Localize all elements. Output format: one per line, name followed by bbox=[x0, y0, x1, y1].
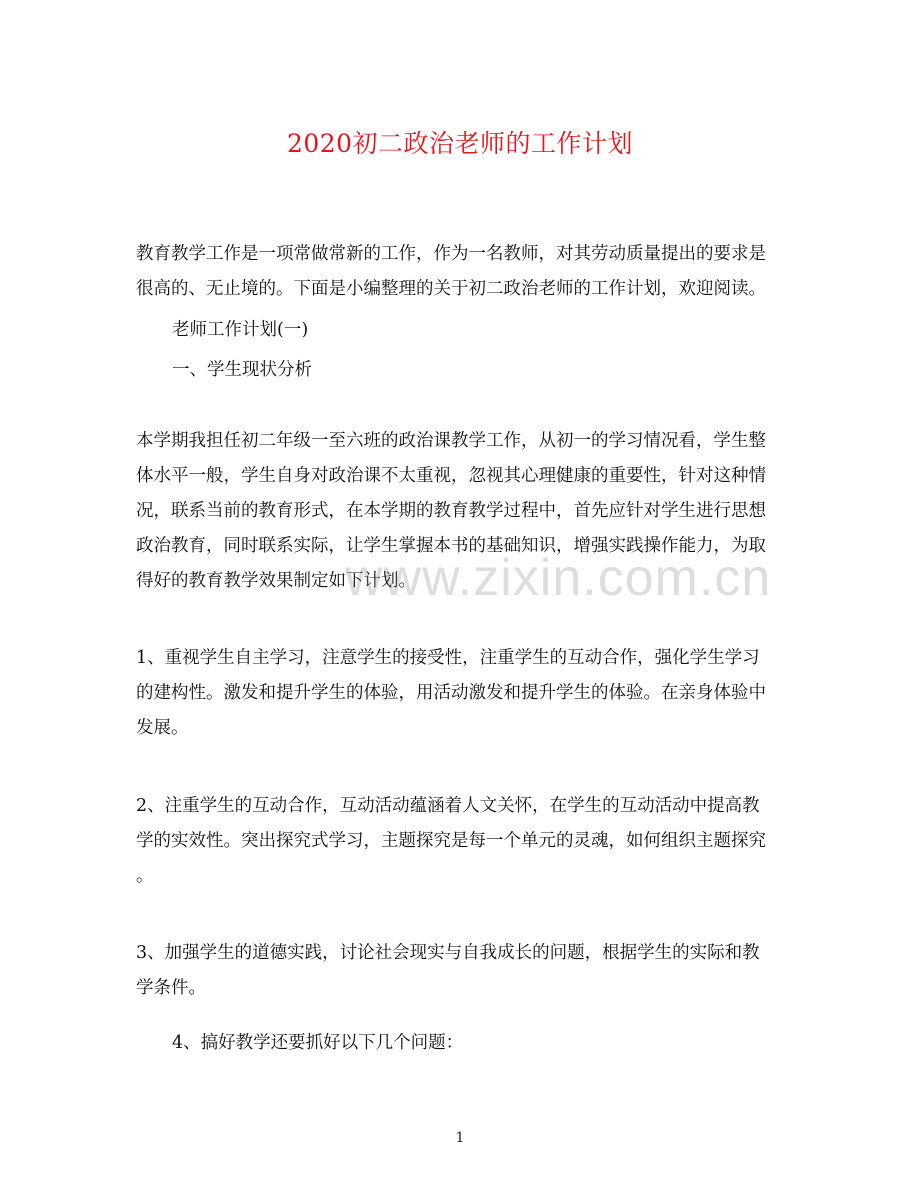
analysis-line: 得好的教育教学效果制定如下计划。 bbox=[136, 571, 416, 591]
list-item-line: 学的实效性。突出探究式学习，主题探究是每一个单元的灵魂，如何组织主题探究 bbox=[136, 831, 766, 851]
list-item-line: 1、重视学生自主学习，注意学生的接受性，注重学生的互动合作，强化学生学习 bbox=[136, 648, 760, 668]
list-item-line: 发展。 bbox=[136, 718, 189, 738]
analysis-paragraph bbox=[136, 424, 788, 599]
document-title: 2020初二政治老师的工作计划 bbox=[286, 129, 634, 158]
analysis-line: 况，联系当前的教育形式，在本学期的教育教学过程中，首先应针对学生进行思想 bbox=[136, 501, 766, 521]
analysis-line: 本学期我担任初二年级一至六班的政治课教学工作，从初一的学习情况看，学生整 bbox=[136, 431, 766, 451]
list-item-line: 学条件。 bbox=[136, 978, 206, 998]
section-heading bbox=[172, 313, 788, 348]
intro-line: 教育教学工作是一项常做常新的工作，作为一名教师，对其劳动质量提出的要求是 bbox=[136, 244, 766, 264]
intro-line: 很高的、无止境的。下面是小编整理的关于初二政治老师的工作计划，欢迎阅读。 bbox=[136, 279, 766, 299]
analysis-line: 政治教育，同时联系实际，让学生掌握本书的基础知识，增强实践操作能力，为取 bbox=[136, 536, 766, 556]
list-item-2 bbox=[136, 789, 788, 894]
list-item-line: 4、搞好教学还要抓好以下几个问题： bbox=[172, 1033, 464, 1053]
list-item-4 bbox=[172, 1026, 788, 1061]
list-item-3 bbox=[136, 936, 788, 1006]
list-item-line: 。 bbox=[136, 866, 154, 886]
watermark: www.zixin.com.cn bbox=[345, 549, 772, 607]
page-number: 1 bbox=[455, 1130, 465, 1146]
analysis-line: 体水平一般，学生自身对政治课不太重视，忽视其心理健康的重要性，针对这种情 bbox=[136, 466, 766, 486]
subsection-heading-text: 一、学生现状分析 bbox=[172, 360, 312, 380]
list-item-line: 2、注重学生的互动合作，互动活动蕴涵着人文关怀，在学生的互动活动中提高教 bbox=[136, 796, 760, 816]
list-item-1 bbox=[136, 641, 788, 746]
subsection-heading bbox=[172, 353, 788, 388]
section-heading-text: 老师工作计划(一) bbox=[172, 320, 309, 340]
list-item-line: 的建构性。激发和提升学生的体验，用活动激发和提升学生的体验。在亲身体验中 bbox=[136, 683, 766, 703]
list-item-line: 3、加强学生的道德实践，讨论社会现实与自我成长的问题，根据学生的实际和教 bbox=[136, 943, 760, 963]
intro-paragraph bbox=[136, 237, 788, 307]
